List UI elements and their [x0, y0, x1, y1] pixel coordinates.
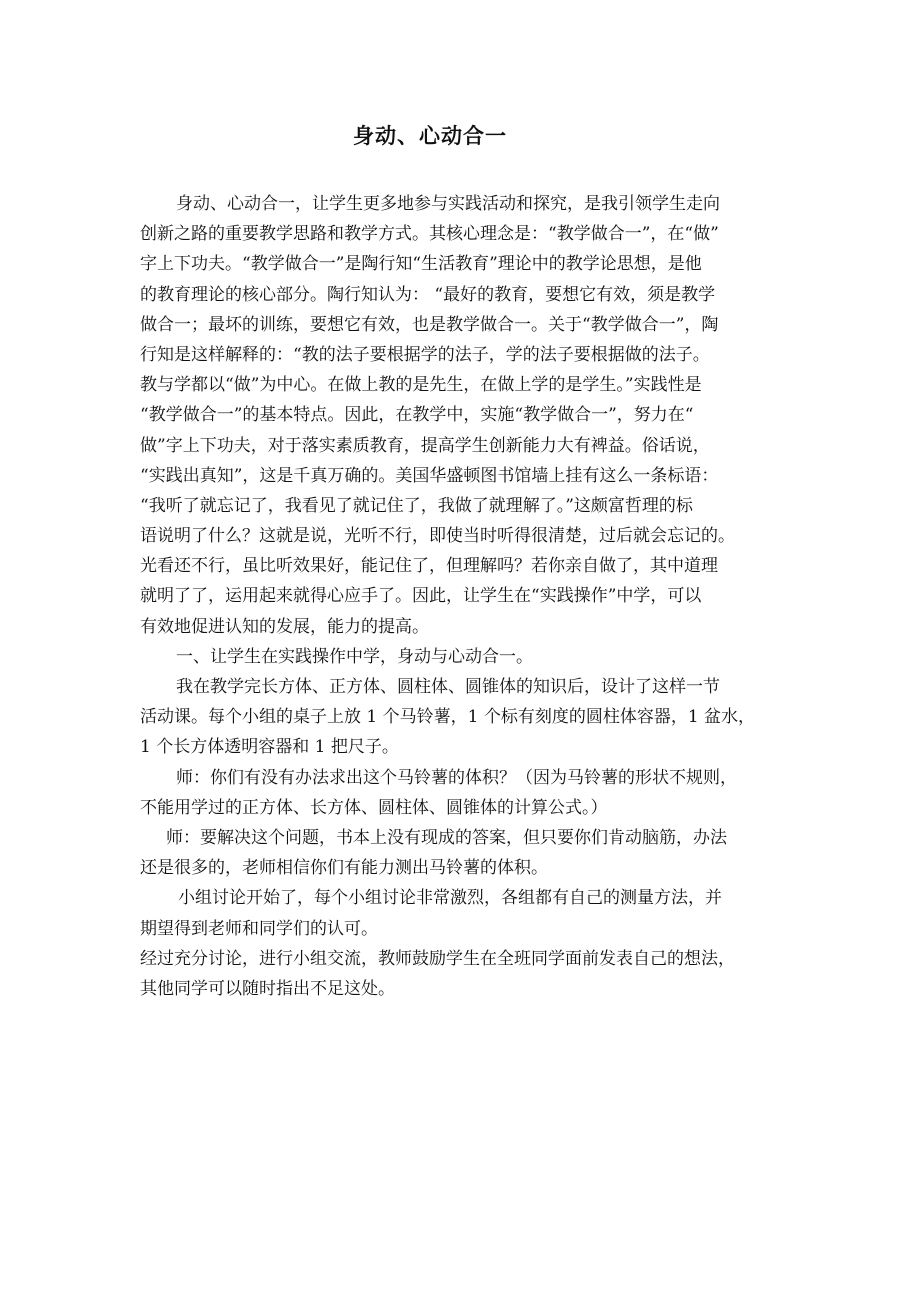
text-line: 教与学都以“做”为中心。在做上教的是先生，在做上学的是学生。”实践性是 — [140, 375, 702, 396]
text-line: 还是很多的，老师相信你们有能力测出马铃薯的体积。 — [140, 858, 548, 879]
text-line: 行知是这样解释的：“教的法子要根据学的法子，学的法子要根据做的法子。 — [140, 344, 710, 365]
text-line: 语说明了什么？这就是说，光听不行，即使当时听得很清楚，过后就会忘记的。 — [140, 526, 735, 547]
text-line: 的教育理论的核心部分。陶行知认为： “最好的教育，要想它有效，须是教学 — [140, 284, 716, 305]
text-line: 做合一；最坏的训练，要想它有效，也是教学做合一。关于“教学做合一”，陶 — [140, 314, 719, 335]
text-line: 有效地促进认知的发展，能力的提高。 — [140, 616, 429, 637]
text-line: 我在教学完长方体、正方体、圆柱体、圆锥体的知识后，设计了这样一节 — [176, 677, 720, 697]
text-line: 经过充分讨论，进行小组交流，教师鼓励学生在全班同学面前发表自己的想法， — [140, 948, 735, 969]
text-line: 师：你们有没有办法求出这个马铃薯的体积？（因为马铃薯的形状不规则， — [176, 767, 737, 788]
section-heading: 一、让学生在实践操作中学，身动与心动合一。 — [176, 646, 533, 667]
text-line: 做”字上下功夫，对于落实素质教育，提高学生创新能力大有裨益。俗话说， — [140, 435, 710, 456]
page-title: 身动、心动合一 — [353, 123, 507, 148]
text-line: 字上下功夫。“教学做合一”是陶行知“生活教育”理论中的教学论思想，是他 — [140, 254, 702, 275]
text-line: 活动课。每个小组的桌子上放 1 个马铃薯，1 个标有刻度的圆柱体容器，1 盆水， — [140, 707, 756, 728]
text-line: 小组讨论开始了，每个小组讨论非常激烈，各组都有自己的测量方法，并 — [178, 888, 722, 909]
text-line: “实践出真知”，这是千真万确的。美国华盛顿图书馆墙上挂有这么一条标语： — [140, 465, 719, 486]
text-line: “教学做合一”的基本特点。因此，在教学中，实施“教学做合一”，努力在“ — [140, 405, 694, 426]
text-line: 师：要解决这个问题，书本上没有现成的答案，但只要你们肯动脑筋，办法 — [166, 827, 727, 848]
document-body — [140, 189, 800, 1004]
text-line: “我听了就忘记了，我看见了就记住了，我做了就理解了。”这颇富哲理的标 — [140, 495, 693, 516]
text-line: 期望得到老师和同学们的认可。 — [140, 918, 378, 939]
text-line: 就明了了，运用起来就得心应手了。因此，让学生在“实践操作”中学，可以 — [140, 586, 702, 607]
text-line: 1 个长方体透明容器和 1 把尺子。 — [140, 737, 399, 758]
text-line: 身动、心动合一，让学生更多地参与实践活动和探究，是我引领学生走向 — [176, 194, 720, 214]
text-line: 光看还不行，虽比听效果好，能记住了，但理解吗？若你亲自做了，其中道理 — [140, 556, 718, 577]
text-line: 创新之路的重要教学思路和教学方式。其核心理念是：“教学做合一”，在“做” — [140, 224, 719, 245]
text-line: 其他同学可以随时指出不足这处。 — [140, 978, 395, 999]
text-line: 不能用学过的正方体、长方体、圆柱体、圆锥体的计算公式。） — [140, 797, 608, 818]
